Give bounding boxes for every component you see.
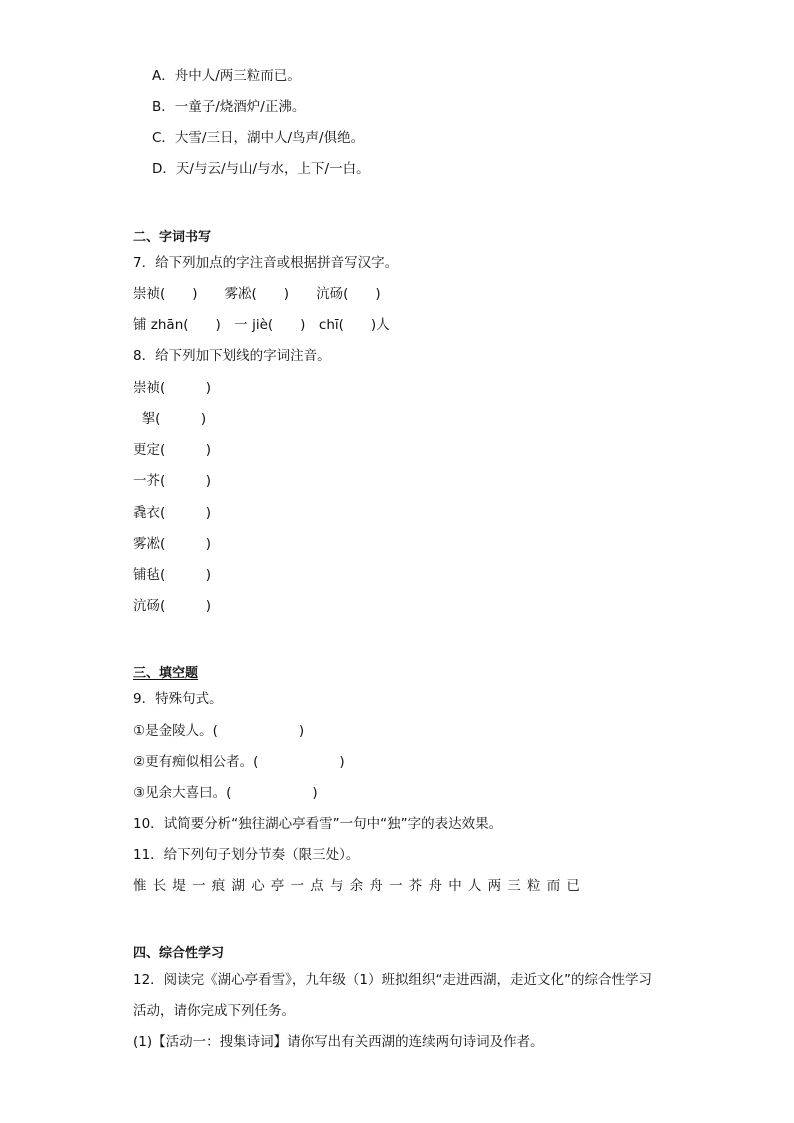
question-8-item: 沆砀( ) (133, 598, 212, 614)
section-heading-2: 二、字词书写 (133, 230, 212, 245)
question-8-item: 一芥( ) (133, 473, 212, 489)
section-heading-4: 四、综合性学习 (133, 946, 225, 961)
question-8-item: 毳衣( ) (133, 505, 212, 521)
option-c: C．大雪/三日，湖中人/鸟声/俱绝。 (152, 130, 365, 146)
question-12-line-2: 活动，请你完成下列任务。 (133, 1003, 295, 1019)
question-10: 10．试简要分析“独往湖心亭看雪”一句中“独”字的表达效果。 (133, 816, 503, 832)
option-a: A．舟中人/两三粒而已。 (152, 68, 301, 84)
question-7-row-2: 铺 zhān( ) 一 jiè( ) chī( )人 (133, 317, 390, 333)
question-9-item: ③见余大喜曰。( ) (133, 785, 318, 801)
question-8-item: 雾凇( ) (133, 536, 212, 552)
question-8-item: 挐( ) (133, 411, 207, 427)
question-11-prompt: 11．给下列句子划分节奏（限三处）。 (133, 847, 360, 863)
section-heading-3: 三、填空题 (133, 666, 199, 681)
question-8-item: 铺毡( ) (133, 567, 212, 583)
question-8-item: 崇祯( ) (133, 380, 212, 396)
question-8-item: 更定( ) (133, 442, 212, 458)
question-9-item: ①是金陵人。( ) (133, 723, 305, 739)
question-8-prompt: 8．给下列加下划线的字词注音。 (133, 348, 331, 364)
question-12-line-1: 12．阅读完《湖心亭看雪》，九年级（1）班拟组织“走进西湖，走近文化”的综合性学习 (133, 972, 653, 988)
question-11-sentence: 惟长堤一痕湖心亭一点与余舟一芥舟中人两三粒而已 (133, 878, 587, 894)
option-d: D．天/与云/与山/与水，上下/一白。 (152, 161, 370, 177)
option-b: B．一童子/烧酒炉/正沸。 (152, 99, 306, 115)
question-7-row-1: 崇祯( ) 雾凇( ) 沆砀( ) (133, 286, 381, 302)
question-7-prompt: 7．给下列加点的字注音或根据拼音写汉字。 (133, 255, 399, 271)
question-9-prompt: 9．特殊句式。 (133, 691, 223, 707)
question-12-subtask-1: (1)【活动一：搜集诗词】请你写出有关西湖的连续两句诗词及作者。 (133, 1034, 544, 1050)
question-9-item: ②更有痴似相公者。( ) (133, 754, 345, 770)
